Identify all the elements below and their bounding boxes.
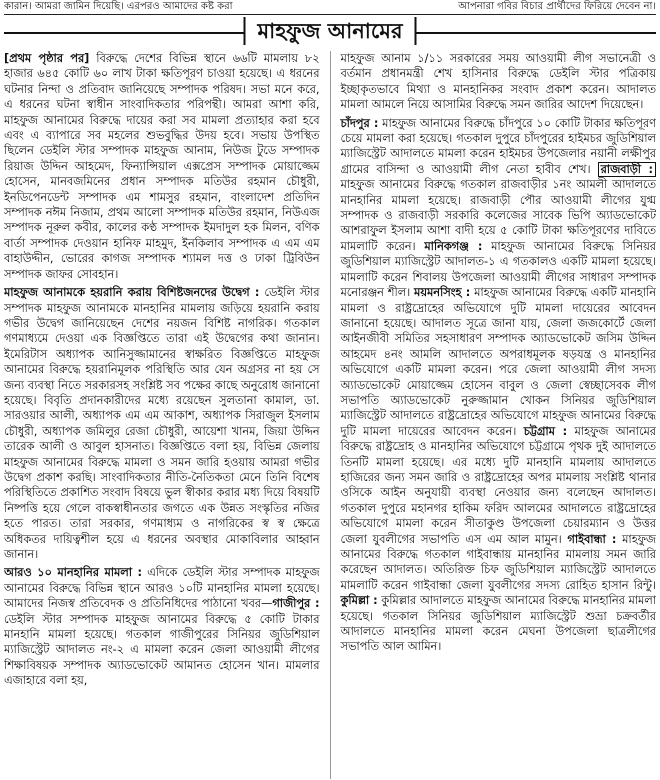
paragraph-text: মাহফুজ আনামের বিরুদ্ধে চাঁদপুরে ১০ কোটি টাকার ক্ষতিপূরণ চেয়ে মামলা করা হয়েছে। গতকাল দুপুরে চাঁদপুরের হাইমচর জুডিশিয়াল ম্যাজিস্ট্রেট আদালতে মামলা করেন হাইমচর উপজেলার নয়ানী লক্ষীপুর গ্রামের বাসিন্দা ও আওয়ামী লীগ নেতা হাবীব শেখ। — [340, 116, 656, 176]
column-divider — [330, 51, 331, 779]
place-chandpur: চাঁদপুর : — [340, 116, 379, 130]
paragraph-text: মাহফুজ আনামের বিরুদ্ধে রাষ্ট্রদ্রোহ ও মানহানির অভিযোগে চট্টগ্রামে পৃথক দুই আদালতে তিনটি মামলা হয়েছে। এর মধ্যে দুটি মানহানি মামলায় আদালতে হাজিরের জন্য সমন জারি ও রাষ্ট্রদ্রোহের অপর মামলায় সংশ্লিষ্ট থানার ওসিকে আইন অনুযায়ী ব্যবস্থা নেওয়ার জন্য বলেছেন আদালত। গতকাল দুপুরে মহানগর হাকিম ফরিদ আলমের আদালতে রাষ্ট্রদ্রোহের অভিযোগে মামলা করেন সীতাকুণ্ড উপজেলা চেয়ারম্যান ও উত্তর জেলা যুবলীগের সভাপতি এস এম আল মামুন। — [340, 424, 656, 546]
paragraph-citizens-concern — [4, 285, 320, 562]
paragraph-text: মাহফুজ আনামের বিরুদ্ধে গতকাল গাইবান্ধায় মানহানির মামলায় সমন জারি করেছেন আদালত। অতিরিক্ত চিফ জুডিশিয়াল ম্যাজিস্ট্রেট আদালতে মামলাটি করেন গাইবান্ধা জেলা যুবলীগের সদস্য রোহিত হাসান রিন্টু। — [340, 532, 656, 592]
place-rajbari: রাজবাড়ী : — [598, 162, 656, 177]
right-column — [340, 51, 656, 779]
subhead-more-cases: আরও ১০ মানহানির মামলা : — [4, 566, 142, 580]
paragraph-text: মাহফুজ আনামের বিরুদ্ধে গতকাল রাজবাড়ীর ১নং আমলী আদালতে মানহানির মামলা হয়েছে। রাজবাড়ী পৌর আওয়ামী লীগের যুগ্ম সম্পাদক ও রাজবাড়ী সরকারি কলেজের সাবেক ভিপি অ্যাডভোকেট আশরাফুল ইসলাম আশা বাদী হয়ে ৫ কোটি টাকা ক্ষতিপূরণের দাবিতে মামলাটি করেন। — [340, 178, 656, 253]
paragraph-text: ডেইলি স্টার সম্পাদক মাহফুজ আনামের বিরুদ্ধে ৫ কোটি টাকার মানহানি মামলা হয়েছে। গতকাল গাজীপুরের সিনিয়র জুডিশিয়াল ম্যাজিস্ট্রেট আদালত নং-২ এ মামলা করেন জেলা আওয়ামী লীগের শিক্ষাবিষয়ক সম্পাদক অ্যাডভোকেট আমানত হোসেন খান। মামলার এজাহারে বলা হয়, — [4, 612, 320, 688]
paragraph-text: এদিকে ডেইলি স্টার সম্পাদক মাহফুজ আনামের বিরুদ্ধে বিভিন্ন স্থানে আরও ১০টি মানহানির মামলা হয়েছে। আমাদের নিজস্ব প্রতিবেদক ও প্রতিনিধিদের পাঠানো খবর— — [4, 566, 320, 611]
place-cumilla: কুমিল্লা : — [340, 594, 378, 608]
paragraph-text: মাহফুজ আনাম ১/১১ সরকারের সময় আওয়ামী লীগ সভানেত্রী ও বর্তমান প্রধানমন্ত্রী শেখ হাসিনার বিরুদ্ধে ডেইলি স্টার পত্রিকায় ইচ্ছাকৃতভাবে মিথ্যা ও মানহানিকর সংবাদ প্রকাশ করেন। আদালত মামলা আমলে নিয়ে আসামির বিরুদ্ধে সমন জারির আদেশ দিয়েছেন। — [340, 52, 656, 112]
previous-article-strip — [4, 0, 656, 15]
continued-from-front-page-label: [প্রথম পৃষ্ঠার পর] — [4, 52, 90, 65]
paragraph-text: বিরুদ্ধে দেশের বিভিন্ন স্থানে ৬৬টি মামলায় ৮২ হাজার ৬৪৫ কোটি ৬০ লাখ টাকা ক্ষতিপূরণ চাওয়া হয়েছে। এ ধরনের ঘটনার নিন্দা ও প্রতিবাদ জানিয়েছে সম্পাদক পরিষদ। সভা মনে করে, এ ধরনের ঘটনা স্বাধীন সাংবাদিকতার পরিপন্থী। আমরা আশা করি, মাহফুজ আনামের বিরুদ্ধে দায়ের করা সব মামলা প্রত্যাহার করা হবে এবং এ ব্যাপারে সব মহলের শুভবুদ্ধির উদয় হবে। সভায় উপস্থিত ছিলেন ডেইলি স্টার সম্পাদক মাহফুজ আনাম, নিউজ টুডে সম্পাদক রিয়াজ উদ্দিন আহমেদ, ফিন্যান্সিয়াল এক্সপ্রেস সম্পাদক মোয়াজ্জেম হোসেন, মানবজমিনের প্রধান সম্পাদক মতিউর রহমান চৌধুরী, ইনডিপেনডেন্ট সম্পাদক এম শামসুর রহমান, বাংলাদেশ প্রতিদিন সম্পাদক নঈম নিজাম, প্রথম আলো সম্পাদক মতিউর রহমান, নিউএজ সম্পাদক নূরুল কবীর, কালের কণ্ঠ সম্পাদক ইমদাদুল হক মিলন, বণিক বার্তা সম্পাদক দেওয়ান হানিফ মাহমুদ, ইনকিলাব সম্পাদক এ এম এম বাহাউদ্দীন, ভোরের কাগজ সম্পাদক শ্যামল দত্ত ও ঢাকা ট্রিবিউন সম্পাদক জাফর সোবহান। — [4, 52, 320, 281]
paragraph-text: মাহফুজ আনামের বিরুদ্ধে একটি মানহানি মামলা ও রাষ্ট্রদ্রোহের অভিযোগে দুটি মামলা দায়েরের আবেদন জানানো হয়েছে। আদালত সূত্রে জানা যায়, জেলা জজকোর্টে জেলা আইনজীবী সমিতির সহসাধারণ সম্পাদক অ্যাডভোকেট জসিম উদ্দিন আহমেদ ৪নং আমলি আদালতে অপরাধমূলক ষড়যন্ত্র ও মানহানির অভিযোগে একটি মামলা করেন। পরে জেলা আওয়ামী লীগ সদস্য অ্যাডভোকেট মোয়াজ্জেম হোসেন বাবুল ও জেলা স্বেচ্ছাসেবক লীগ সভাপতি অ্যাডভোকেট নুরুজ্জামান খোকন সিনিয়র জুডিশিয়াল ম্যাজিস্ট্রেট আদালতে রাষ্ট্রদ্রোহের অভিযোগে মাহফুজ আনামের বিরুদ্ধে দুটি মামলা দায়েরের আবেদন করেন। — [340, 286, 656, 438]
previous-article-left-text: কারান। আমরা জামিন দিয়েছি। এরপরও আমাদের কষ্ট করা — [4, 1, 233, 12]
paragraph-continuation — [4, 51, 320, 282]
paragraph-gazipur-cont — [340, 51, 656, 113]
place-mymensingh: ময়মনসিংহ : — [414, 286, 471, 300]
continuation-headline: মাহফুজ আনামের — [244, 17, 417, 45]
place-gaibandha: গাইবান্ধা : — [567, 532, 617, 546]
left-column — [4, 51, 320, 779]
article-columns — [4, 51, 656, 779]
previous-article-right-text: আপনারা গবির বিচার প্রার্থীদের ফিরিয়ে দেবেন না। — [458, 1, 656, 12]
place-chattogram: চট্টগ্রাম : — [523, 424, 568, 438]
subhead-citizens-concern: মাহফুজ আনামকে হয়রানি করায় বিশিষ্টজনদের উদ্বেগ : — [4, 286, 260, 300]
paragraph-text: ডেইলি স্টার সম্পাদক মাহফুজ আনামকে মানহানির মামলায় জড়িয়ে হয়রানি করায় গভীর উদ্বেগ জানিয়েছেন দেশের নয়জন বিশিষ্ট নাগরিক। গতকাল গণমাধ্যমে দেওয়া এক বিজ্ঞপ্তিতে তারা এই উদ্বেগের কথা জানান। ইমেরিটাস অধ্যাপক আনিসুজ্জামানের স্বাক্ষরিত বিজ্ঞপ্তিতে মাহফুজ আনামের বিরুদ্ধে হয়রানিমূলক পরিস্থিতি আর যেন অগ্রসর না হয় সে জন্য ব্যবস্থা নিতে সরকারসহ সংশ্লিষ্ট সব পক্ষের কাছে অনুরোধ জানানো হয়েছে। বিবৃতি প্রদানকারীদের মধ্যে রয়েছেন সুলতানা কামাল, ডা. সারওয়ার আলী, অধ্যাপক এম এম আকাশ, অধ্যাপক সিরাজুল ইসলাম চৌধুরী, অধ্যাপক জমিলুর রেজা চৌধুরী, আয়েশা খানম, জিয়া উদ্দিন তারেক আলী ও আবুল হাসনাত। বিজ্ঞপ্তিতে বলা হয়, বিভিন্ন জেলায় মাহফুজ আনামের বিরুদ্ধে মামলা ও সমন জারি হওয়ায় আমরা গভীর উদ্বেগ প্রকাশ করছি। সাংবাদিকতার নীতি-নৈতিকতা মেনে তিনি বিশেষ পরিস্থিতিতে প্রকাশিত সংবাদ বিষয়ে ভুল স্বীকার করার মধ্য দিয়ে বিষয়টি নিষ্পত্তি হয়ে গেলে বাকস্বাধীনতার জগতে এক উন্নত সংস্কৃতির নজির হতে পারত। তারা সরকার, গণমাধ্যম ও নাগরিকের স্ব স্ব ক্ষেত্রে অধিকতর দায়িত্বশীল হয়ে এ ধরনের অবস্থার মোকাবিলার আহ্বান জানান। — [4, 286, 320, 561]
headline-bar — [4, 17, 656, 45]
place-gazipur: গাজীপুর : — [272, 597, 320, 611]
paragraph-text: কুমিল্লার আদালতে মাহফুজ আনামের বিরুদ্ধে মানহানির মামলা হয়েছে। গতকাল সিনিয়র জুডিশিয়াল ম্যাজিস্ট্রেট শুভ্রা চক্রবর্তীর আদালতে মানহানির মামলা করেন মেঘনা উপজেলা ছাত্রলীগের সভাপতি আল আমিন। — [340, 594, 656, 654]
place-manikganj: মানিকগঞ্জ : — [424, 239, 483, 253]
paragraph-text: মাহফুজ আনামের বিরুদ্ধে সিনিয়র জুডিশিয়াল ম্যাজিস্ট্রেট আদালত-১ এ গতকালও একটি মামলা হয়েছে। মামলাটি করেন শিবালয় উপজেলা আওয়ামী লীগের সাধারণ সম্পাদক মনোরঞ্জন শীল। — [340, 239, 656, 300]
paragraph-district-cases — [340, 116, 656, 655]
paragraph-more-cases — [4, 565, 320, 688]
